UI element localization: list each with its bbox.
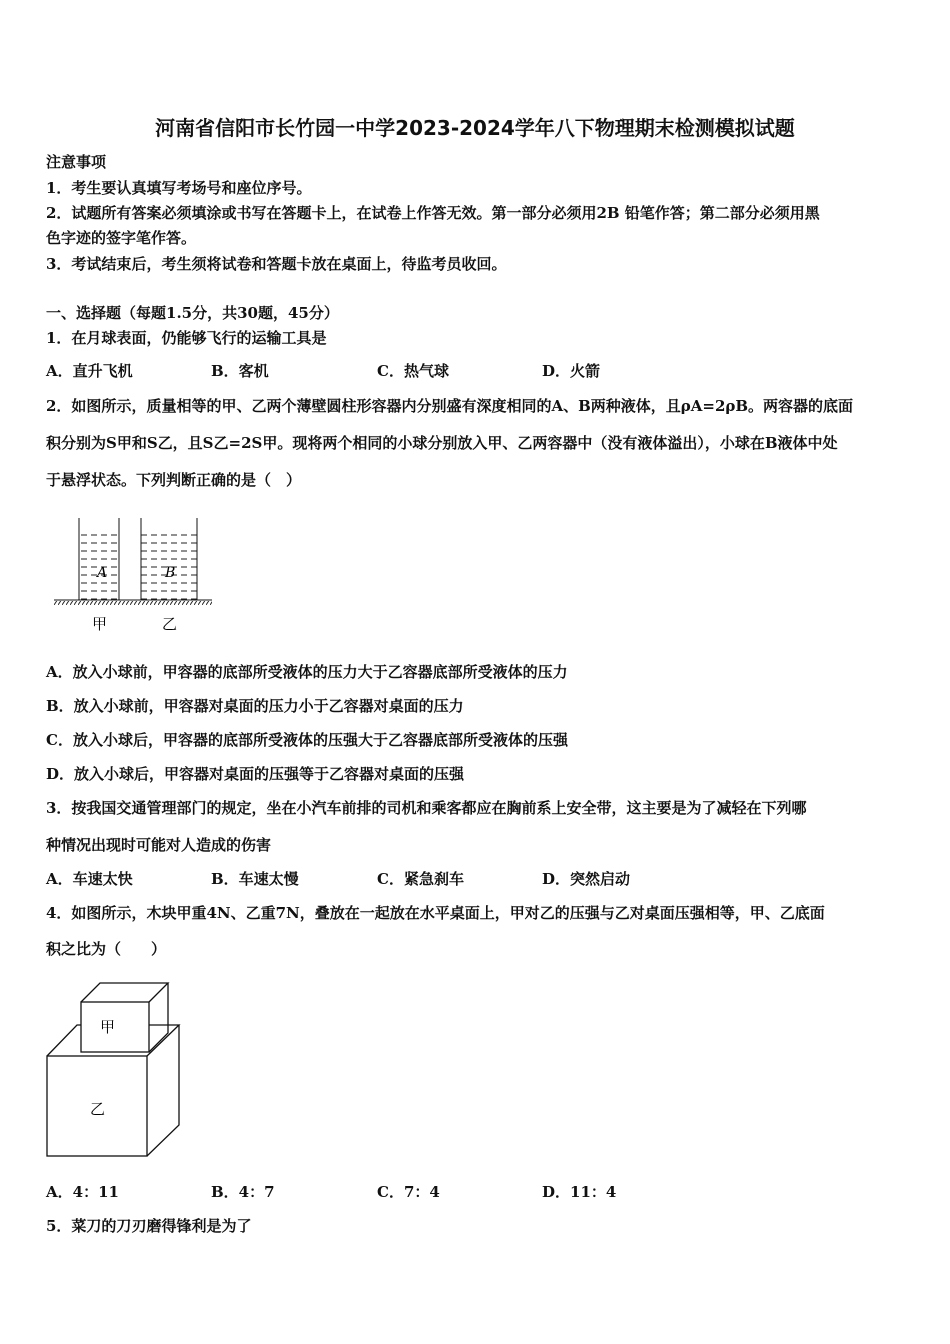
q4-stem: 积之比为（ ） <box>46 940 167 958</box>
container-yi-label: 乙 <box>162 615 178 633</box>
container-jia-label: 甲 <box>92 615 108 633</box>
q2-option: C．放入小球后，甲容器的底部所受液体的压强大于乙容器底部所受液体的压强 <box>46 731 568 749</box>
q1-option: B．客机 <box>211 362 269 380</box>
q2-option: D．放入小球后，甲容器对桌面的压强等于乙容器对桌面的压强 <box>46 765 465 783</box>
section-heading: 一、选择题（每题1.5分，共30题，45分） <box>46 304 339 322</box>
containers-figure <box>50 515 220 635</box>
block-yi-label: 乙 <box>90 1100 106 1118</box>
q2-option: B．放入小球前，甲容器对桌面的压力小于乙容器对桌面的压力 <box>46 697 464 715</box>
q3-option: B．车速太慢 <box>211 870 299 888</box>
q3-stem: 3．按我国交通管理部门的规定，坐在小汽车前排的司机和乘客都应在胸前系上安全带，这主要是为了减轻在下列哪 <box>46 799 807 817</box>
notice-item: 2．试题所有答案必须填涂或书写在答题卡上，在试卷上作答无效。第一部分必须用2B 铅笔作答；第二部分必须用黑 <box>46 204 820 222</box>
q1-option: A．直升飞机 <box>46 362 133 380</box>
liquid-b-label: B <box>165 565 176 581</box>
q3-option: C．紧急刹车 <box>377 870 464 888</box>
q3-option: D．突然启动 <box>542 870 631 888</box>
q3-stem: 种情况出现时可能对人造成的伤害 <box>46 836 272 854</box>
notice-item: 3．考试结束后，考生须将试卷和答题卡放在桌面上，待监考员收回。 <box>46 255 507 273</box>
q1-option: C．热气球 <box>377 362 449 380</box>
block-jia-label: 甲 <box>100 1018 116 1036</box>
notice-item: 1．考生要认真填写考场号和座位序号。 <box>46 179 312 197</box>
notice-item: 色字迹的签字笔作答。 <box>46 229 197 247</box>
q4-option: D．11：4 <box>542 1183 617 1201</box>
q3-option: A．车速太快 <box>46 870 133 888</box>
q1-option: D．火箭 <box>542 362 601 380</box>
q2-stem: 2．如图所示，质量相等的甲、乙两个薄壁圆柱形容器内分别盛有深度相同的A、B两种液体，且ρA=2ρB。两容器的底面 <box>46 397 854 415</box>
stacked-blocks-figure <box>44 978 184 1163</box>
page-title: 河南省信阳市长竹园一中学2023-2024学年八下物理期末检测模拟试题 <box>155 116 795 140</box>
liquid-a-label: A <box>97 565 108 581</box>
q4-stem: 4．如图所示，木块甲重4N、乙重7N，叠放在一起放在水平桌面上，甲对乙的压强与乙对桌面压强相等，甲、乙底面 <box>46 904 825 922</box>
q2-stem: 积分别为S甲和S乙，且S乙=2S甲。现将两个相同的小球分别放入甲、乙两容器中（没有液体溢出），小球在B液体中处 <box>46 434 838 452</box>
q5-stem: 5．菜刀的刀刃磨得锋利是为了 <box>46 1217 252 1235</box>
q4-option: B．4：7 <box>211 1183 275 1201</box>
notice-heading: 注意事项 <box>46 153 107 171</box>
q4-option: A．4：11 <box>46 1183 119 1201</box>
q2-stem: 于悬浮状态。下列判断正确的是（ ） <box>46 471 302 489</box>
q2-option: A．放入小球前，甲容器的底部所受液体的压力大于乙容器底部所受液体的压力 <box>46 663 568 681</box>
q1-stem: 1．在月球表面，仍能够飞行的运输工具是 <box>46 329 327 347</box>
q4-option: C．7：4 <box>377 1183 440 1201</box>
